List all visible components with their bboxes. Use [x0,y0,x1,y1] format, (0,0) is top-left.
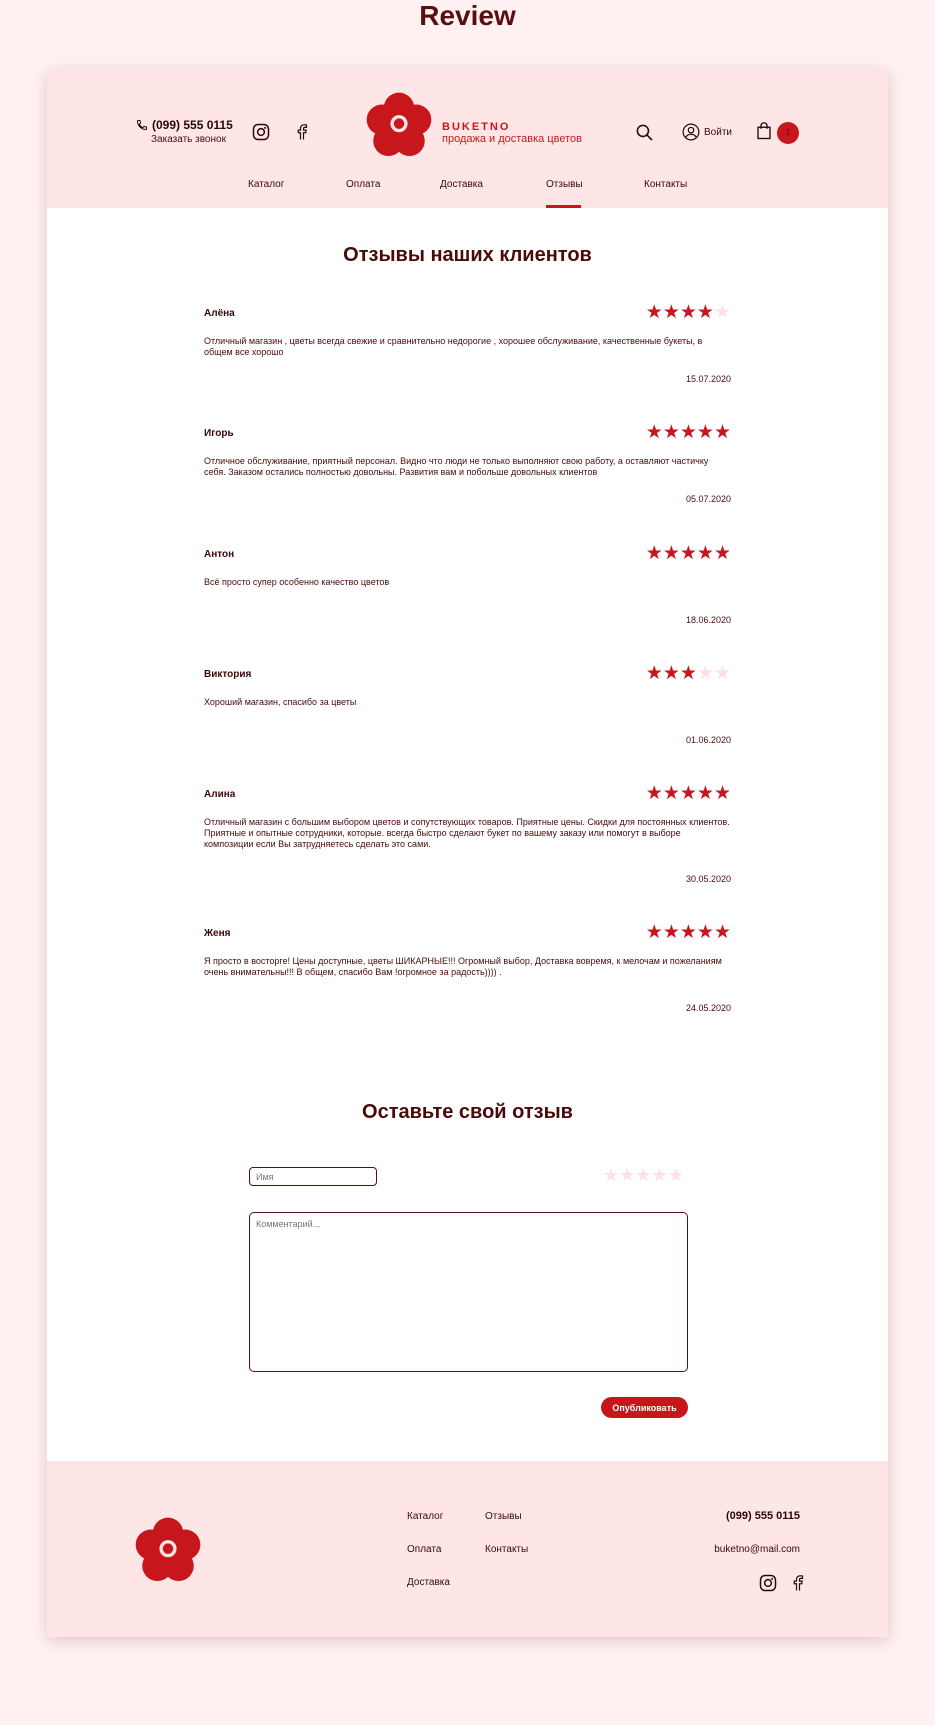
review-author: Виктория [204,669,252,680]
site-frame [47,69,888,1637]
bag-icon[interactable] [756,122,772,140]
review-date: 01.06.2020 [685,735,731,745]
comment-textarea[interactable] [249,1212,688,1372]
site-footer [47,1461,888,1637]
star-filled-icon: ★ [645,543,663,564]
review-stars [646,423,731,443]
review-date: 30.05.2020 [685,874,731,884]
star-filled-icon: ★ [679,302,697,323]
star-empty-icon[interactable]: ★ [651,1165,668,1185]
review-author: Алина [204,789,236,800]
publish-button[interactable]: Опубликовать [601,1397,688,1418]
star-filled-icon: ★ [662,422,680,443]
footer-link-reviews[interactable]: Отзывы [485,1511,522,1522]
star-empty-icon[interactable]: ★ [635,1165,652,1185]
star-empty-icon[interactable]: ★ [619,1165,636,1185]
star-filled-icon: ★ [696,422,714,443]
nav-catalog[interactable]: Каталог [248,179,285,190]
star-empty-icon[interactable]: ★ [603,1165,620,1185]
facebook-icon[interactable] [293,123,311,141]
star-filled-icon: ★ [696,922,714,943]
review-date: 05.07.2020 [685,494,731,504]
star-empty-icon: ★ [713,663,731,684]
review-author: Алёна [204,308,235,319]
nav-active-indicator [546,205,581,208]
review-stars [646,923,731,943]
star-filled-icon: ★ [696,783,714,804]
header-phone[interactable]: (099) 555 0115 [152,118,233,132]
star-filled-icon: ★ [679,783,697,804]
star-filled-icon: ★ [696,543,714,564]
site-header [47,69,888,208]
review-author: Антон [204,549,235,560]
review-text: Хороший магазин, спасибо за цветы [204,697,357,707]
star-filled-icon: ★ [696,302,714,323]
nav-contacts[interactable]: Контакты [644,179,688,190]
callback-link[interactable]: Заказать звонок [151,134,226,145]
rating-picker[interactable] [603,1165,684,1185]
star-filled-icon: ★ [662,922,680,943]
review-date: 15.07.2020 [685,374,731,384]
star-filled-icon: ★ [645,302,663,323]
nav-delivery[interactable]: Доставка [440,179,483,190]
star-filled-icon: ★ [645,422,663,443]
facebook-icon[interactable] [789,1574,807,1592]
instagram-icon[interactable] [759,1574,777,1592]
review-author: Игорь [204,428,234,439]
phone-icon [136,119,148,131]
review-text: Отличный магазин , цветы всегда свежие и сравнительно недорогие , хорошее обслуживание, качественные букеты, в общем все хорошо [204,336,703,357]
footer-link-contacts[interactable]: Контакты [485,1544,529,1555]
flower-logo-icon[interactable] [366,92,432,158]
star-filled-icon: ★ [645,663,663,684]
star-filled-icon: ★ [713,422,731,443]
review-date: 24.05.2020 [685,1003,731,1013]
review-date: 18.06.2020 [685,615,731,625]
search-icon[interactable] [635,123,654,142]
star-filled-icon: ★ [662,783,680,804]
star-filled-icon: ★ [713,783,731,804]
review-text: Я просто в восторге! Цены доступные, цветы ШИКАРНЫЕ!!! Огромный выбор, Доставка вовремя, к мелочам и пожеланиям очень внимательны!!! В общем, спасибо Вам !огромное за радость)))) . [204,956,722,977]
review-stars [646,303,731,323]
review-author: Женя [204,928,231,939]
star-filled-icon: ★ [645,922,663,943]
star-filled-icon: ★ [679,422,697,443]
star-filled-icon: ★ [679,543,697,564]
flower-logo-icon[interactable] [135,1517,201,1583]
star-empty-icon[interactable]: ★ [667,1165,684,1185]
brand-name: BUKETNO [442,121,511,133]
name-input[interactable] [249,1167,377,1186]
star-filled-icon: ★ [679,922,697,943]
nav-reviews[interactable]: Отзывы [546,179,583,190]
footer-link-catalog[interactable]: Каталог [407,1511,444,1522]
review-stars [646,544,731,564]
footer-link-delivery[interactable]: Доставка [407,1577,450,1588]
star-filled-icon: ★ [645,783,663,804]
star-filled-icon: ★ [662,302,680,323]
star-empty-icon: ★ [696,663,714,684]
page-title: Review [419,0,516,31]
footer-email[interactable]: buketno@mail.com [714,1544,800,1555]
star-filled-icon: ★ [679,663,697,684]
star-filled-icon: ★ [713,922,731,943]
nav-payment[interactable]: Оплата [346,179,381,190]
brand-tagline: продажа и доставка цветов [442,133,583,145]
review-stars [646,784,731,804]
star-filled-icon: ★ [662,543,680,564]
instagram-icon[interactable] [252,123,270,141]
star-empty-icon: ★ [713,302,731,323]
form-title: Оставьте свой отзыв [362,1101,573,1123]
review-text: Всё просто супер особенно качество цветов [204,577,390,587]
star-filled-icon: ★ [713,543,731,564]
cart-count-badge[interactable]: 1 [777,122,799,144]
footer-link-payment[interactable]: Оплата [407,1544,442,1555]
footer-phone[interactable]: (099) 555 0115 [725,1510,800,1522]
review-stars [646,664,731,684]
reviews-title: Отзывы наших клиентов [343,244,592,266]
review-text: Отличный магазин с большим выбором цветов и сопутствующих товаров. Приятные цены. Скидки для постоянных клиентов. Приятные и опытные сотрудники, которые. всегда быстро сделают букет по вашему заказу или помогут в выборе композиции если Вы затрудняетесь сделать это сами. [204,817,730,849]
login-link[interactable]: Войти [704,127,732,138]
user-icon[interactable] [682,123,700,141]
star-filled-icon: ★ [662,663,680,684]
review-text: Отличное обслуживание, приятный персонал. Видно что люди не только выполняют свою работу, а оставляют частичку себя. Заказом остались полностью довольны. Развития вам и побольше довольных клиентов [204,456,709,477]
